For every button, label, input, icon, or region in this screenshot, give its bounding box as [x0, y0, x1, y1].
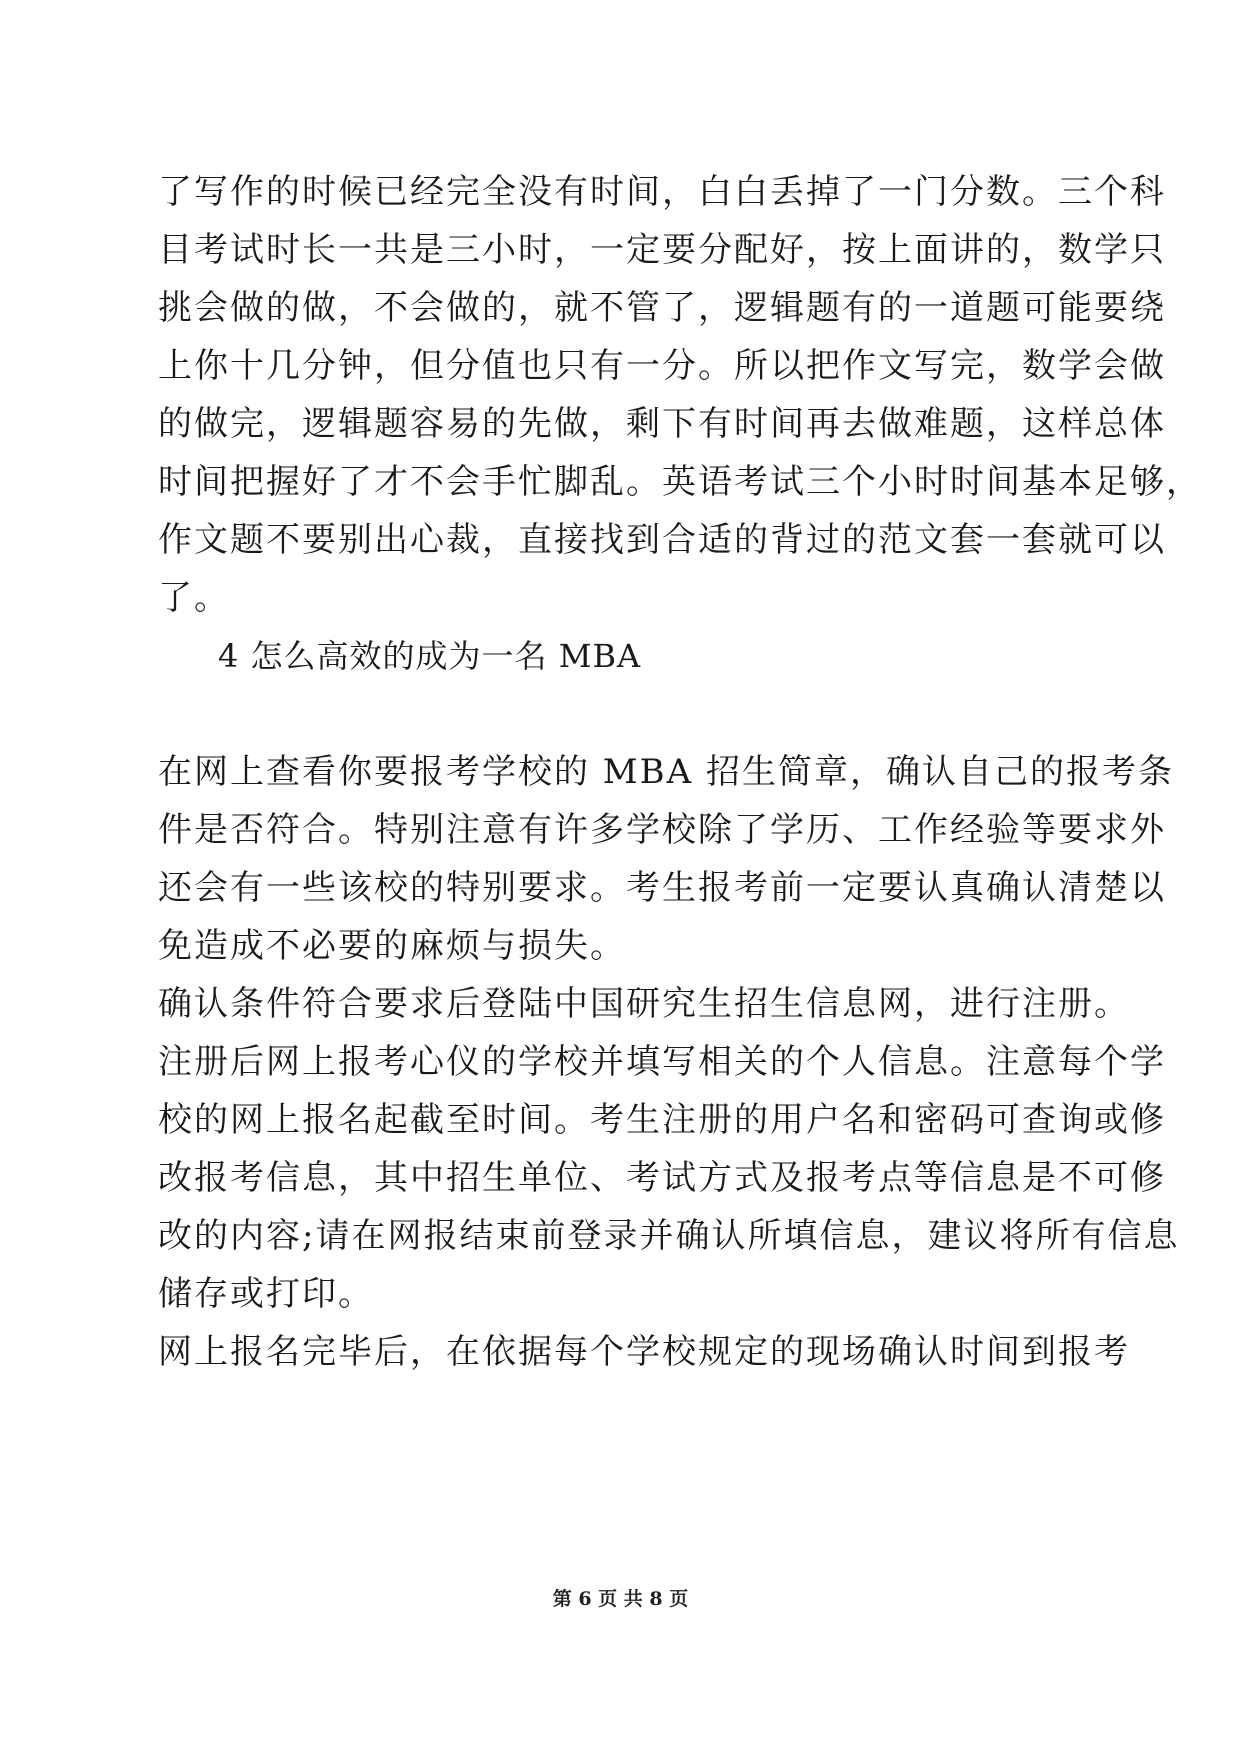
text-line: 上你十几分钟，但分值也只有一分。所以把作文写完，数学会做 [158, 346, 1166, 386]
text-line: 的做完，逻辑题容易的先做，剩下有时间再去做难题，这样总体 [158, 404, 1166, 444]
text-line: 时间把握好了才不会手忙脚乱。英语考试三个小时时间基本足够， [158, 462, 1202, 502]
text-line: 了。 [158, 578, 230, 618]
section-heading: 4 怎么高效的成为一名 MBA [218, 637, 642, 675]
text-line: 储存或打印。 [158, 1274, 374, 1314]
text-line: 网上报名完毕后，在依据每个学校规定的现场确认时间到报考 [158, 1332, 1130, 1372]
text-line: 在网上查看你要报考学校的 MBA 招生简章，确认自己的报考条 [158, 752, 1174, 792]
text-line: 挑会做的做，不会做的，就不管了，逻辑题有的一道题可能要绕 [158, 288, 1166, 328]
text-line: 目考试时长一共是三小时，一定要分配好，按上面讲的，数学只 [158, 230, 1166, 270]
text-line: 确认条件符合要求后登陆中国研究生招生信息网，进行注册。 [158, 984, 1130, 1024]
text-line: 免造成不必要的麻烦与损失。 [158, 926, 626, 966]
text-line: 改报考信息，其中招生单位、考试方式及报考点等信息是不可修 [158, 1158, 1166, 1198]
text-line: 了写作的时候已经完全没有时间，白白丢掉了一门分数。三个科 [158, 172, 1166, 212]
text-line: 校的网上报名起截至时间。考生注册的用户名和密码可查询或修 [158, 1100, 1166, 1140]
text-line: 注册后网上报考心仪的学校并填写相关的个人信息。注意每个学 [158, 1042, 1166, 1082]
text-line: 件是否符合。特别注意有许多学校除了学历、工作经验等要求外 [158, 810, 1166, 850]
text-line: 改的内容;请在网报结束前登录并确认所填信息，建议将所有信息 [158, 1216, 1180, 1256]
page-footer: 第 6 页 共 8 页 [552, 1588, 689, 1610]
text-line: 还会有一些该校的特别要求。考生报考前一定要认真确认清楚以 [158, 868, 1166, 908]
text-line: 作文题不要别出心裁，直接找到合适的背过的范文套一套就可以 [158, 520, 1166, 560]
